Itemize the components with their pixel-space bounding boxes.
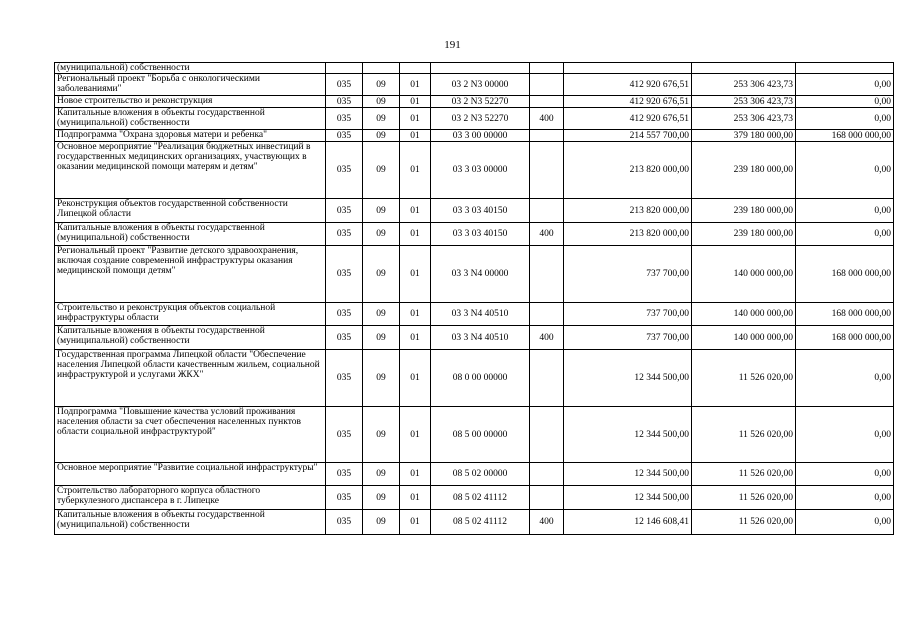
table-row (55, 303, 894, 326)
amount-year-2 (692, 63, 796, 74)
expense-type: 400 (530, 326, 564, 350)
ved-code: 035 (326, 223, 363, 246)
ved-code: 035 (326, 350, 363, 407)
amount-year-1: 12 344 500,00 (564, 407, 692, 463)
section-code: 09 (363, 96, 400, 108)
expense-type (530, 246, 564, 303)
table-row (55, 223, 894, 246)
section-code: 09 (363, 246, 400, 303)
target-article: 08 5 00 00000 (431, 407, 530, 463)
amount-year-2: 239 180 000,00 (692, 223, 796, 246)
section-code: 09 (363, 74, 400, 96)
amount-year-1: 412 920 676,51 (564, 74, 692, 96)
amount-year-2: 11 526 020,00 (692, 407, 796, 463)
section-code: 09 (363, 130, 400, 142)
amount-year-2: 253 306 423,73 (692, 96, 796, 108)
subsection-code: 01 (400, 246, 431, 303)
amount-year-1: 12 146 608,41 (564, 510, 692, 535)
amount-year-1: 737 700,00 (564, 246, 692, 303)
table-row (55, 326, 894, 350)
budget-table (54, 62, 894, 535)
section-code: 09 (363, 199, 400, 223)
target-article: 03 3 00 00000 (431, 130, 530, 142)
amount-year-2: 140 000 000,00 (692, 303, 796, 326)
section-code: 09 (363, 223, 400, 246)
subsection-code: 01 (400, 303, 431, 326)
amount-year-3: 0,00 (796, 463, 894, 486)
subsection-code: 01 (400, 463, 431, 486)
row-name: Новое строительство и реконструкция (55, 96, 326, 108)
subsection-code: 01 (400, 142, 431, 199)
subsection-code: 01 (400, 510, 431, 535)
row-name: Основное мероприятие "Реализация бюджетных инвестиций в государственных медицинских организациях, участвующих в оказании медицинской помощи матерям и детям" (55, 142, 326, 199)
amount-year-3: 0,00 (796, 223, 894, 246)
subsection-code: 01 (400, 96, 431, 108)
amount-year-1 (564, 63, 692, 74)
table-row (55, 510, 894, 535)
section-code: 09 (363, 303, 400, 326)
row-name: Государственная программа Липецкой области "Обеспечение населения Липецкой области качественным жильем, социальной инфраструктурой и услугами ЖКХ" (55, 350, 326, 407)
amount-year-1: 213 820 000,00 (564, 199, 692, 223)
table-row (55, 63, 894, 74)
amount-year-2: 140 000 000,00 (692, 326, 796, 350)
expense-type (530, 303, 564, 326)
table-row (55, 96, 894, 108)
amount-year-2: 11 526 020,00 (692, 350, 796, 407)
expense-type (530, 63, 564, 74)
amount-year-2: 239 180 000,00 (692, 142, 796, 199)
row-name: Региональный проект "Развитие детского здравоохранения, включая создание современной инфраструктуры оказания медицинской помощи детям" (55, 246, 326, 303)
amount-year-2: 379 180 000,00 (692, 130, 796, 142)
amount-year-2: 239 180 000,00 (692, 199, 796, 223)
table-row (55, 407, 894, 463)
section-code: 09 (363, 326, 400, 350)
ved-code: 035 (326, 246, 363, 303)
target-article: 03 2 N3 00000 (431, 74, 530, 96)
amount-year-2: 253 306 423,73 (692, 108, 796, 130)
subsection-code: 01 (400, 130, 431, 142)
amount-year-3: 0,00 (796, 96, 894, 108)
amount-year-3 (796, 63, 894, 74)
subsection-code: 01 (400, 199, 431, 223)
expense-type: 400 (530, 223, 564, 246)
amount-year-3: 168 000 000,00 (796, 326, 894, 350)
row-name: Подпрограмма "Охрана здоровья матери и ребенка" (55, 130, 326, 142)
ved-code: 035 (326, 486, 363, 510)
expense-type (530, 463, 564, 486)
ved-code: 035 (326, 142, 363, 199)
expense-type (530, 407, 564, 463)
amount-year-3: 0,00 (796, 407, 894, 463)
subsection-code (400, 63, 431, 74)
expense-type: 400 (530, 108, 564, 130)
target-article: 08 5 02 41112 (431, 486, 530, 510)
section-code: 09 (363, 407, 400, 463)
amount-year-2: 140 000 000,00 (692, 246, 796, 303)
amount-year-3: 0,00 (796, 142, 894, 199)
target-article: 03 3 03 40150 (431, 199, 530, 223)
target-article: 08 5 02 00000 (431, 463, 530, 486)
row-name: Капитальные вложения в объекты государственной (муниципальной) собственности (55, 510, 326, 535)
amount-year-1: 412 920 676,51 (564, 96, 692, 108)
page-number: 191 (444, 39, 461, 51)
table-row (55, 463, 894, 486)
amount-year-1: 214 557 700,00 (564, 130, 692, 142)
ved-code: 035 (326, 326, 363, 350)
row-name: Строительство лабораторного корпуса областного туберкулезного диспансера в г. Липецке (55, 486, 326, 510)
target-article: 08 5 02 41112 (431, 510, 530, 535)
ved-code: 035 (326, 303, 363, 326)
expense-type (530, 350, 564, 407)
ved-code: 035 (326, 510, 363, 535)
target-article: 03 3 N4 40510 (431, 326, 530, 350)
target-article: 03 3 03 40150 (431, 223, 530, 246)
row-name: Капитальные вложения в объекты государственной (муниципальной) собственности (55, 108, 326, 130)
amount-year-3: 0,00 (796, 108, 894, 130)
amount-year-1: 12 344 500,00 (564, 463, 692, 486)
amount-year-2: 11 526 020,00 (692, 486, 796, 510)
row-name: Капитальные вложения в объекты государственной (муниципальной) собственности (55, 326, 326, 350)
target-article: 08 0 00 00000 (431, 350, 530, 407)
section-code: 09 (363, 463, 400, 486)
subsection-code: 01 (400, 108, 431, 130)
row-name: Реконструкция объектов государственной собственности Липецкой области (55, 199, 326, 223)
target-article: 03 2 N3 52270 (431, 108, 530, 130)
amount-year-3: 0,00 (796, 199, 894, 223)
ved-code: 035 (326, 74, 363, 96)
amount-year-1: 213 820 000,00 (564, 142, 692, 199)
subsection-code: 01 (400, 223, 431, 246)
amount-year-1: 12 344 500,00 (564, 486, 692, 510)
expense-type: 400 (530, 510, 564, 535)
table-row (55, 486, 894, 510)
subsection-code: 01 (400, 486, 431, 510)
section-code: 09 (363, 108, 400, 130)
ved-code: 035 (326, 96, 363, 108)
expense-type (530, 130, 564, 142)
amount-year-1: 737 700,00 (564, 326, 692, 350)
amount-year-1: 12 344 500,00 (564, 350, 692, 407)
row-name: Подпрограмма "Повышение качества условий проживания населения области за счет обеспечения населенных пунктов области социальной инфраструктурой" (55, 407, 326, 463)
table-row (55, 246, 894, 303)
row-name: (муниципальной) собственности (55, 63, 326, 74)
table-row (55, 130, 894, 142)
row-name: Капитальные вложения в объекты государственной (муниципальной) собственности (55, 223, 326, 246)
expense-type (530, 486, 564, 510)
amount-year-1: 737 700,00 (564, 303, 692, 326)
section-code (363, 63, 400, 74)
table-row (55, 74, 894, 96)
row-name: Региональный проект "Борьба с онкологическими заболеваниями" (55, 74, 326, 96)
table-row (55, 350, 894, 407)
ved-code (326, 63, 363, 74)
subsection-code: 01 (400, 350, 431, 407)
table-row (55, 108, 894, 130)
expense-type (530, 96, 564, 108)
section-code: 09 (363, 350, 400, 407)
target-article (431, 63, 530, 74)
target-article: 03 3 03 00000 (431, 142, 530, 199)
amount-year-1: 213 820 000,00 (564, 223, 692, 246)
amount-year-1: 412 920 676,51 (564, 108, 692, 130)
expense-type (530, 199, 564, 223)
target-article: 03 2 N3 52270 (431, 96, 530, 108)
section-code: 09 (363, 142, 400, 199)
subsection-code: 01 (400, 74, 431, 96)
amount-year-3: 0,00 (796, 350, 894, 407)
ved-code: 035 (326, 463, 363, 486)
amount-year-2: 11 526 020,00 (692, 510, 796, 535)
row-name: Строительство и реконструкция объектов социальной инфраструктуры области (55, 303, 326, 326)
ved-code: 035 (326, 108, 363, 130)
ved-code: 035 (326, 407, 363, 463)
target-article: 03 3 N4 00000 (431, 246, 530, 303)
table-row (55, 199, 894, 223)
subsection-code: 01 (400, 326, 431, 350)
amount-year-3: 0,00 (796, 510, 894, 535)
ved-code: 035 (326, 130, 363, 142)
subsection-code: 01 (400, 407, 431, 463)
amount-year-3: 168 000 000,00 (796, 303, 894, 326)
row-name: Основное мероприятие "Развитие социальной инфраструктуры" (55, 463, 326, 486)
amount-year-3: 168 000 000,00 (796, 246, 894, 303)
expense-type (530, 74, 564, 96)
section-code: 09 (363, 486, 400, 510)
section-code: 09 (363, 510, 400, 535)
amount-year-2: 253 306 423,73 (692, 74, 796, 96)
ved-code: 035 (326, 199, 363, 223)
table-row (55, 142, 894, 199)
expense-type (530, 142, 564, 199)
amount-year-3: 0,00 (796, 74, 894, 96)
target-article: 03 3 N4 40510 (431, 303, 530, 326)
amount-year-3: 168 000 000,00 (796, 130, 894, 142)
amount-year-2: 11 526 020,00 (692, 463, 796, 486)
amount-year-3: 0,00 (796, 486, 894, 510)
